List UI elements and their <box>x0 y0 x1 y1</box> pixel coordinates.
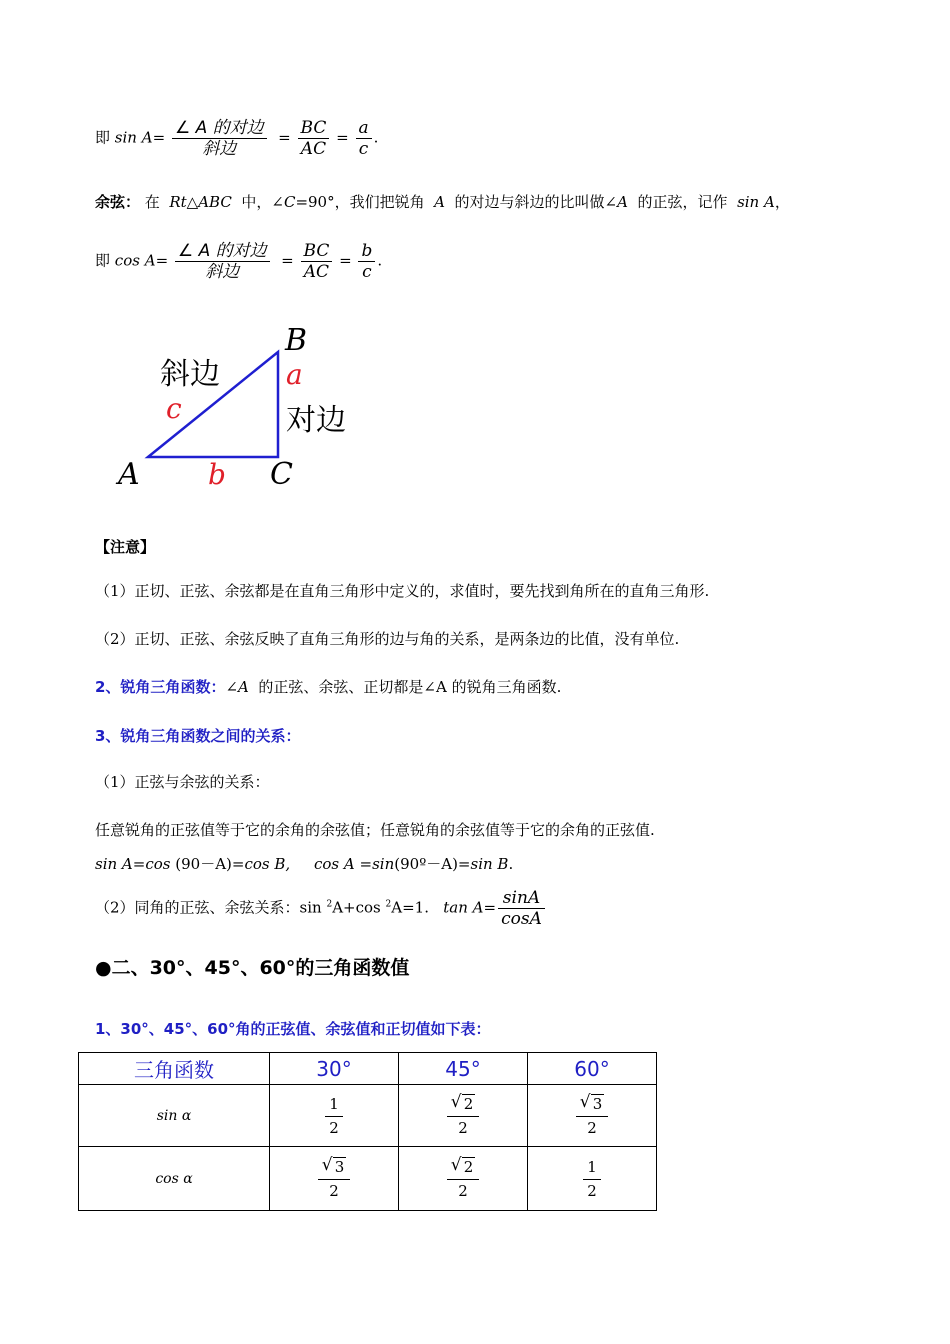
sinA: sin A <box>737 193 775 211</box>
end: A=1. <box>391 898 429 917</box>
eq3: = <box>336 128 349 147</box>
ratio-fraction <box>301 241 333 282</box>
cell-sin-60 <box>528 1085 657 1147</box>
end: . <box>377 251 383 270</box>
sqrt: √ 3 <box>321 1155 345 1176</box>
den: 2 <box>329 1119 339 1137</box>
fraction <box>583 1155 601 1202</box>
cos-paragraph <box>95 192 790 212</box>
f7: (90º－A)= <box>394 855 471 873</box>
ratio-fraction <box>298 118 330 159</box>
den: c <box>362 262 372 282</box>
fraction <box>576 1092 609 1139</box>
fraction <box>325 1092 343 1139</box>
tan-fraction <box>498 888 545 929</box>
num: BC <box>301 241 333 262</box>
sup2: 2 <box>385 899 392 910</box>
var: A <box>144 251 156 270</box>
tan: tan A <box>443 898 484 917</box>
t4: 的对边与斜边的比叫做∠ <box>454 193 618 211</box>
num: ∠ A 的对边 <box>172 118 267 139</box>
note-item-1: （1）正切、正弦、余弦都是在直角三角形中定义的，求值时，要先找到角所在的直角三角形. <box>95 582 710 600</box>
num: 1 <box>583 1155 601 1180</box>
trig-values-table <box>78 1052 657 1211</box>
header-cell: 三角函数 <box>79 1053 270 1085</box>
den: 斜边 <box>205 262 240 282</box>
right-triangle-figure <box>110 318 370 498</box>
den: 2 <box>458 1119 468 1137</box>
a2: A <box>617 193 628 211</box>
section-3-title: 3、锐角三角函数之间的关系： <box>95 727 301 745</box>
sqrt: √ 2 <box>450 1155 474 1176</box>
header-cell: 60° <box>528 1053 657 1085</box>
side-b: b <box>208 458 226 491</box>
den: AC <box>303 262 330 282</box>
table-row-sin <box>79 1085 657 1147</box>
num: sinA <box>498 888 545 909</box>
label: 2、锐角三角函数： <box>95 678 226 696</box>
a: A <box>434 193 445 211</box>
cell-sin-30 <box>270 1085 399 1147</box>
vertex-b: B <box>285 323 308 358</box>
section-3-sub1: （1）正弦与余弦的关系： <box>95 773 270 791</box>
section-3-text: 任意锐角的正弦值等于它的余角的余弦值；任意锐角的余弦值等于它的余角的正弦值. <box>95 821 655 839</box>
den: 2 <box>458 1182 468 1200</box>
note-title: 【注意】 <box>95 538 156 556</box>
den: c <box>358 139 369 159</box>
cos-definition <box>95 241 382 282</box>
tan-eq: = <box>483 898 497 917</box>
angle-fraction <box>175 241 270 282</box>
f1: sin A=cos <box>95 855 171 873</box>
header-cell: 45° <box>399 1053 528 1085</box>
prefix: 即 <box>95 251 111 270</box>
f4: cos A <box>314 855 355 873</box>
fraction <box>447 1092 480 1139</box>
cell-cos-30 <box>270 1147 399 1211</box>
num: 1 <box>325 1092 343 1117</box>
den: 2 <box>587 1119 597 1137</box>
t1: 在 <box>144 193 160 211</box>
side-a: a <box>286 358 303 391</box>
den: 斜边 <box>202 139 237 159</box>
num: BC <box>298 118 330 139</box>
eq2: = <box>278 128 291 147</box>
row-label <box>79 1085 270 1147</box>
num <box>447 1155 480 1180</box>
sin-definition <box>95 118 378 159</box>
angle-fraction <box>172 118 267 159</box>
prefix: 即 <box>95 128 111 147</box>
side-fraction <box>356 118 372 159</box>
c: C <box>283 193 296 211</box>
eq: = <box>155 251 169 270</box>
var: A <box>141 128 153 147</box>
t3: =90°，我们把锐角 <box>295 193 425 211</box>
note-item-2: （2）正切、正弦、余弦反映了直角三角形的边与角的关系，是两条边的比值，没有单位. <box>95 630 680 648</box>
f8: sin B <box>470 855 509 873</box>
mid: A+cos <box>332 898 386 917</box>
table-row-cos <box>79 1147 657 1211</box>
vertex-a: A <box>118 457 140 492</box>
sup1: 2 <box>326 899 333 910</box>
fn: sin <box>114 128 137 147</box>
den: AC <box>300 139 327 159</box>
f2: (90－A)= <box>175 855 245 873</box>
table-header-row <box>79 1053 657 1085</box>
label-text: cos α <box>155 1170 193 1187</box>
t5: 的正弦，记作 <box>637 193 728 211</box>
cell-sin-45 <box>399 1085 528 1147</box>
sqrt: √ 3 <box>579 1092 603 1113</box>
num <box>576 1092 609 1117</box>
tri: Rt△ABC <box>169 193 232 211</box>
cell-cos-60 <box>528 1147 657 1211</box>
s1: （2）同角的正弦、余弦关系：sin <box>95 898 327 917</box>
section-3-sub2 <box>95 888 547 929</box>
t2: 的正弦、余弦、正切都是∠A 的锐角三角函数. <box>258 678 562 696</box>
vertex-c: C <box>270 457 293 492</box>
f6: sin <box>372 855 395 873</box>
section-3-formula <box>95 854 513 874</box>
den: 2 <box>587 1182 597 1200</box>
num <box>318 1155 351 1180</box>
end: . <box>373 128 379 147</box>
num: b <box>358 241 375 262</box>
radicand: 2 <box>463 1095 474 1113</box>
fn: cos <box>114 251 140 270</box>
label-text: sin α <box>156 1107 192 1124</box>
t2: 中，∠ <box>241 193 284 211</box>
side-fraction <box>358 241 375 282</box>
cell-cos-45 <box>399 1147 528 1211</box>
f9: . <box>508 855 514 873</box>
num: ∠ A 的对边 <box>175 241 270 262</box>
hypotenuse-label: 斜边 <box>160 357 220 392</box>
t6: ， <box>774 193 790 211</box>
den: cosA <box>501 909 542 929</box>
f5: = <box>359 855 373 873</box>
section-heading: ●二、30°、45°、60°的三角函数值 <box>95 957 410 979</box>
label: 余弦： <box>95 193 141 211</box>
fraction <box>318 1155 351 1202</box>
t1: ∠ <box>225 678 239 696</box>
radicand: 2 <box>463 1158 474 1176</box>
section-2 <box>95 677 561 697</box>
eq3: = <box>339 251 352 270</box>
den: 2 <box>329 1182 339 1200</box>
f3: cos B, <box>244 855 291 873</box>
table-intro: 1、30°、45°、60°角的正弦值、余弦值和正切值如下表： <box>95 1020 491 1038</box>
radicand: 3 <box>334 1158 345 1176</box>
sqrt: √ 2 <box>450 1092 474 1113</box>
eq: = <box>152 128 166 147</box>
row-label <box>79 1147 270 1211</box>
header-cell: 30° <box>270 1053 399 1085</box>
eq2: = <box>281 251 294 270</box>
num: a <box>356 118 372 139</box>
side-c: c <box>166 392 182 425</box>
a: A <box>238 678 249 696</box>
radicand: 3 <box>592 1095 603 1113</box>
opposite-label: 对边 <box>286 403 346 438</box>
num <box>447 1092 480 1117</box>
fraction <box>447 1155 480 1202</box>
